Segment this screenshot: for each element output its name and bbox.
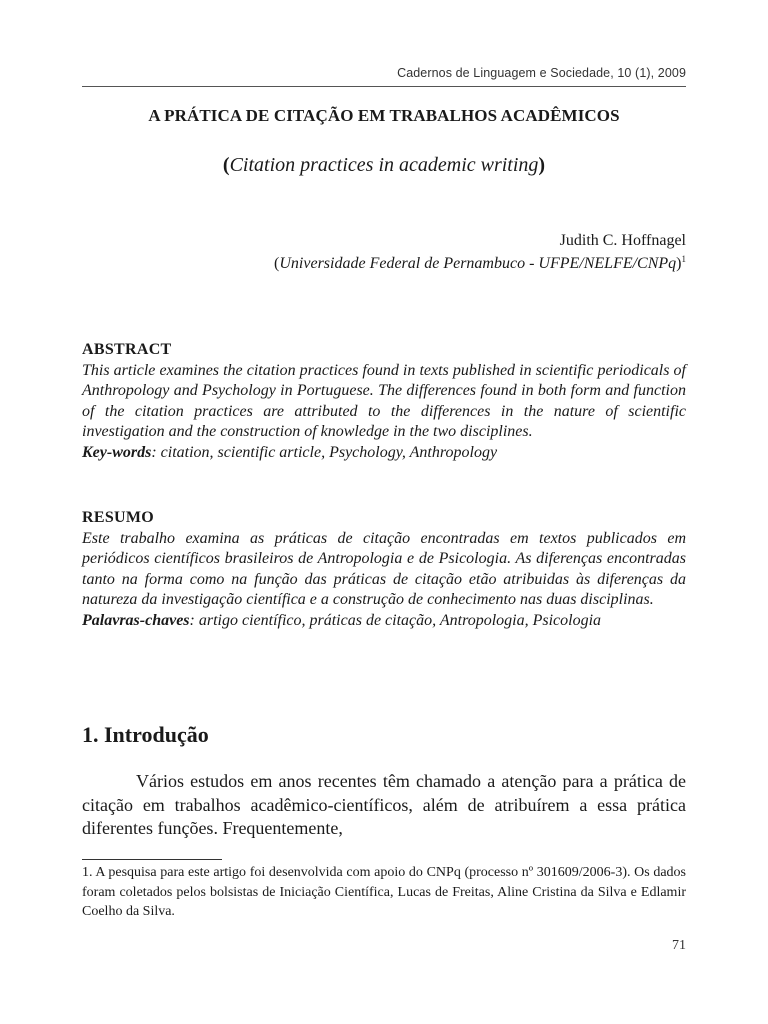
footnote-mark[interactable]: 1 (681, 254, 686, 264)
abstract-keywords-label: Key-words (82, 443, 152, 461)
footnote-text: 1. A pesquisa para este artigo foi desenvolvida com apoio do CNPq (processo nº 301609/2006-3). Os dados foram coletados pelos bolsistas de Iniciação Científica, Lucas de Freitas, Aline Cristina da Silva e Edlamir Coelho da Silva. (82, 865, 686, 919)
running-head: Cadernos de Linguagem e Sociedade, 10 (1), 2009 (397, 66, 686, 80)
body-paragraph: Vários estudos em anos recentes têm chamado a atenção para a prática de citação em trabalhos acadêmico-científicos, além de atribuírem a essa prática diferentes funções. Frequentemente, (82, 771, 686, 838)
section-heading: 1. Introdução (82, 722, 209, 747)
resumo-section (82, 508, 686, 631)
page-number: 71 (672, 938, 686, 953)
subtitle-open-paren: ( (222, 154, 230, 176)
resumo-keywords-label: Palavras-chaves (82, 611, 190, 629)
abstract-text: This article examines the citation practices found in texts published in scientific periodicals of Anthropology and Psychology in Portuguese. The differences found in both form and function of the citation practices are attributed to the differences in the nature of scientific investigation and the construction of knowledge in the two disciplines. (82, 361, 686, 440)
subtitle-text: Citation practices in academic writing (229, 154, 539, 176)
resumo-keywords-text: : artigo científico, práticas de citação, Antropologia, Psicologia (189, 611, 602, 629)
affiliation-text: Universidade Federal de Pernambuco - UFPE/NELFE/CNPq (279, 255, 677, 272)
header-rule (82, 86, 686, 87)
abstract-keywords (82, 443, 686, 464)
resumo-keywords (82, 611, 686, 632)
abstract-section (82, 340, 686, 463)
affiliation-open-paren: ( (274, 255, 280, 272)
abstract-keywords-text: : citation, scientific article, Psychology, Anthropology (151, 443, 498, 461)
author-name: Judith C. Hoffnagel (559, 232, 686, 249)
article-subtitle (82, 154, 686, 177)
subtitle-close-paren: ) (538, 154, 546, 176)
affiliation-close-paren: ) (676, 255, 682, 272)
author-affiliation (82, 254, 686, 273)
footnote-rule (82, 859, 222, 860)
resumo-label: RESUMO (82, 509, 155, 526)
resumo-text: Este trabalho examina as práticas de citação encontradas em textos publicados em periódicos científicos brasileiros de Antropologia e de Psicologia. As diferenças encontradas tanto na forma como na função das práticas de citação etão atribuidas às diferenças da natureza da investigação científica e a construção de conhecimento nas duas disciplinas. (82, 529, 686, 608)
abstract-label: ABSTRACT (82, 341, 172, 358)
article-title: A PRÁTICA DE CITAÇÃO EM TRABALHOS ACADÊMICOS (148, 106, 620, 125)
